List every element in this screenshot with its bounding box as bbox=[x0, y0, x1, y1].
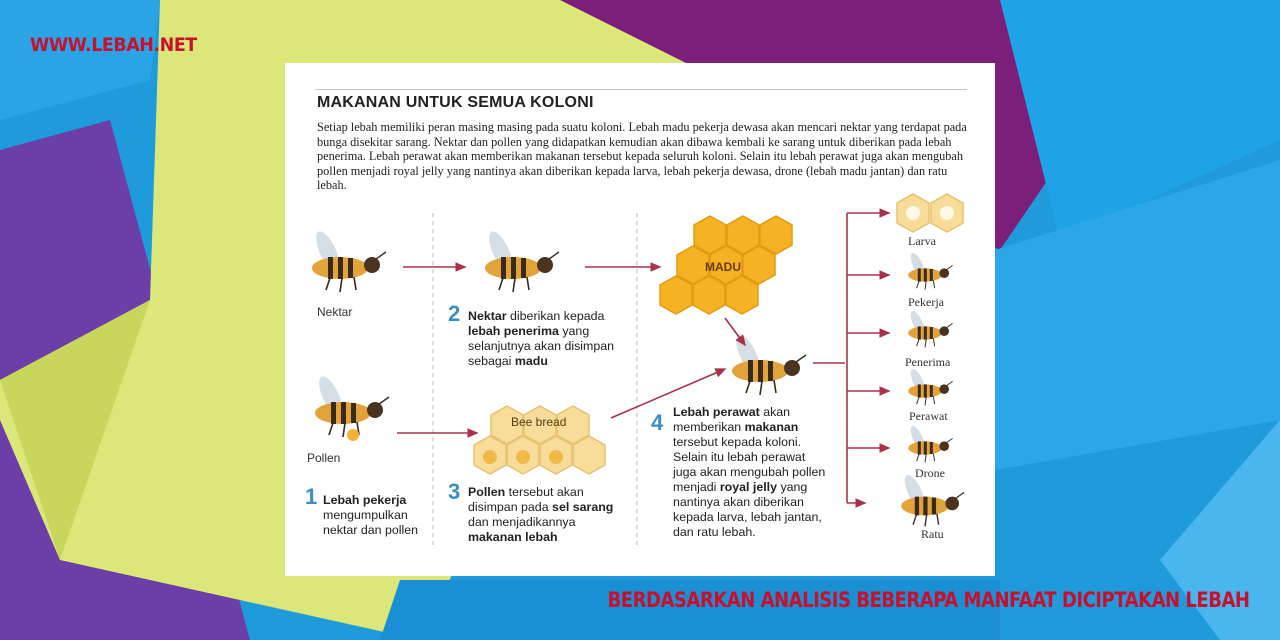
recipient-larva: Larva bbox=[908, 234, 936, 248]
step-1-text bbox=[323, 493, 418, 538]
honey-label: MADU bbox=[705, 260, 741, 274]
step-3-bold1: Pollen bbox=[468, 485, 506, 499]
step-4-text bbox=[673, 405, 825, 540]
recipient-ratu: Ratu bbox=[921, 527, 944, 541]
step-1-line2: mengumpulkan bbox=[323, 508, 408, 522]
step-4-t1: akan bbox=[759, 405, 791, 419]
recipient-pekerja: Pekerja bbox=[908, 295, 944, 309]
recipient-penerima: Penerima bbox=[905, 355, 951, 369]
step-2-number: 2 bbox=[448, 301, 461, 326]
recipient-perawat: Perawat bbox=[909, 409, 948, 423]
step-1-bold: Lebah pekerja bbox=[323, 493, 407, 507]
step-4-number: 4 bbox=[651, 410, 664, 435]
step-3-text bbox=[468, 485, 613, 545]
step-4-line8: kepada larva, lebah jantan, bbox=[673, 510, 822, 524]
step-3-number: 3 bbox=[448, 479, 461, 504]
step-3-bold2: sel sarang bbox=[552, 500, 614, 514]
step-2-line3: selanjutnya akan disimpan bbox=[468, 339, 615, 353]
step-3-line2: disimpan pada bbox=[468, 500, 553, 514]
label-nektar: Nektar bbox=[317, 305, 353, 319]
caption-title: BERDASARKAN ANALISIS BEBERAPA MANFAAT DICIPTAKAN LEBAH bbox=[607, 588, 1250, 612]
infographic-title: MAKANAN UNTUK SEMUA KOLONI bbox=[317, 94, 594, 111]
step-2-line4: sebagai bbox=[468, 354, 515, 368]
step-2-bold4: madu bbox=[514, 354, 548, 368]
bee-bread-label: Bee bread bbox=[511, 415, 567, 429]
step-4-bold2: makanan bbox=[744, 420, 799, 434]
step-4-line4: Selain itu lebah perawat bbox=[673, 450, 806, 464]
recipient-drone: Drone bbox=[915, 466, 945, 480]
step-1-line3: nektar dan pollen bbox=[323, 523, 419, 537]
step-4-line9: dan ratu lebah. bbox=[673, 525, 756, 539]
step-2-t1: diberikan kepada bbox=[506, 309, 605, 323]
step-2-t2: yang bbox=[558, 324, 590, 338]
step-4-t6: yang bbox=[777, 480, 808, 494]
step-4-line2: memberikan bbox=[673, 420, 745, 434]
step-4-line5: juga akan mengubah pollen bbox=[673, 465, 826, 479]
step-3-bold4: makanan lebah bbox=[468, 530, 558, 544]
step-2-bold2: lebah penerima bbox=[468, 324, 559, 338]
step-4-line6: menjadi bbox=[673, 480, 720, 494]
intro-paragraph: Setiap lebah memiliki peran masing masing pada suatu koloni. Lebah madu pekerja dewasa akan mencari nektar yang terdapat pada bunga disekitar sarang. Nektar dan pollen yang didapatkan kemudian akan dibawa kembali ke sarang untuk diberikan pada lebah penerima. Lebah perawat akan memberikan makanan tersebut kepada seluruh koloni. Selain itu lebah perawat juga akan mengubah pollen menjadi royal jelly yang nantinya akan diberikan kepada larva, lebah pekerja dewasa, drone (lebah madu jantan) dan ratu lebah. bbox=[317, 120, 967, 193]
step-3-line3: dan menjadikannya bbox=[468, 515, 576, 529]
step-4-bold6: royal jelly bbox=[719, 480, 778, 494]
step-3-t1: tersebut akan bbox=[505, 485, 584, 499]
step-2-bold1: Nektar bbox=[468, 309, 507, 323]
step-4-line3: tersebut kepada koloni. bbox=[673, 435, 802, 449]
infographic-card bbox=[285, 63, 995, 576]
site-url[interactable]: WWW.LEBAH.NET bbox=[30, 34, 197, 56]
step-4-line7: nantinya akan diberikan bbox=[673, 495, 804, 509]
step-1-number: 1 bbox=[305, 484, 318, 509]
step-2-text bbox=[468, 309, 614, 369]
step-4-bold1: Lebah perawat bbox=[673, 405, 760, 419]
label-pollen: Pollen bbox=[307, 451, 341, 465]
